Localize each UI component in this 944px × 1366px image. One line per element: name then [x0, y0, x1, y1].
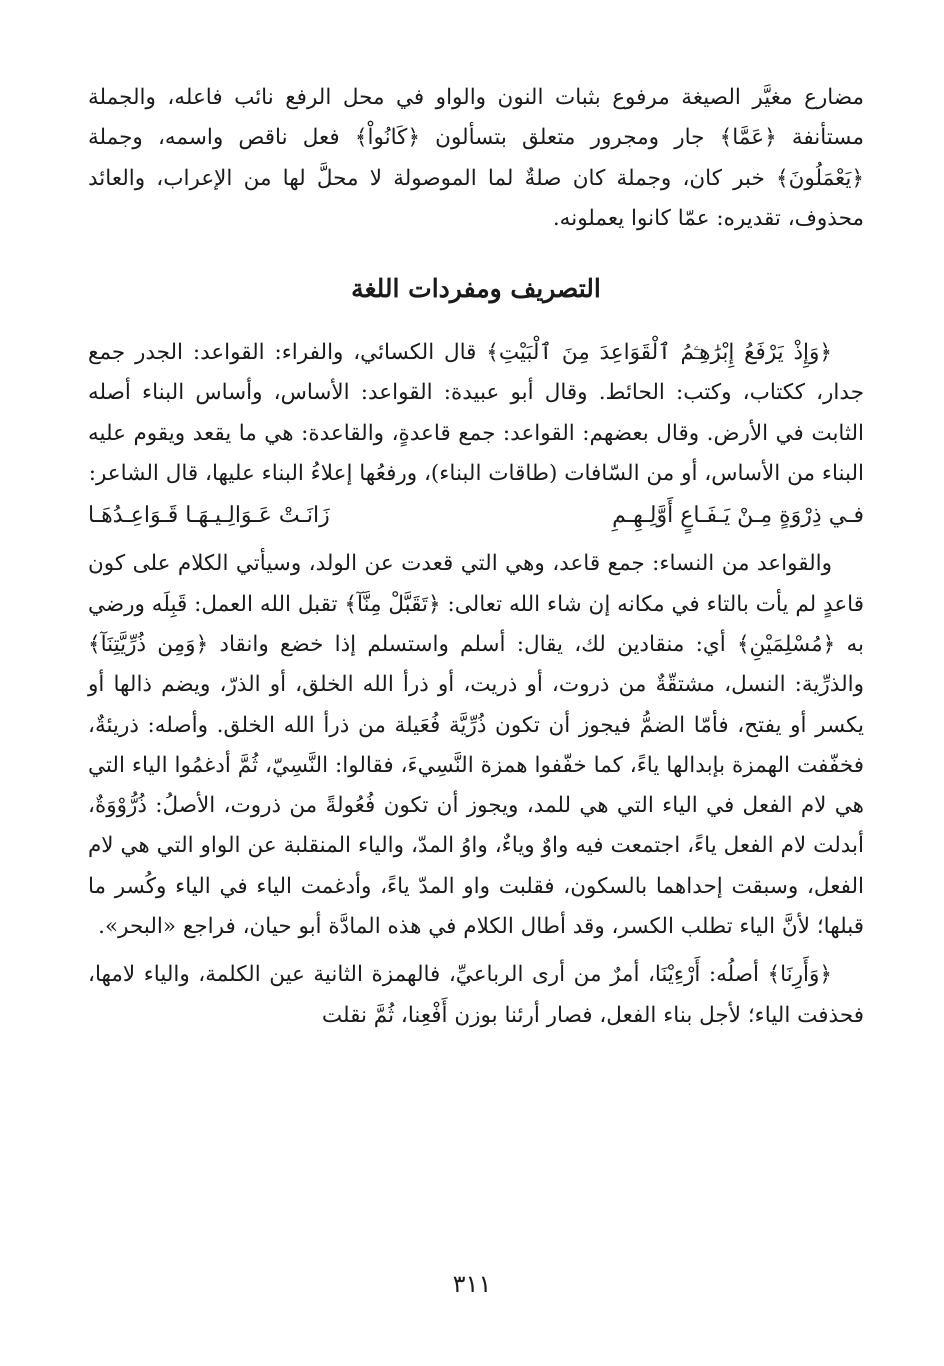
paragraph-gap [88, 947, 864, 955]
paragraph-arina: ﴿وَأَرِنَا﴾ أصلُه: أَرْءِيْنَا، أمرٌ من أرى الرباعيِّ، فالهمزة الثانية عين الكلمة، والياء لامها، فحذفت الياء؛ لأجل بناء الفعل، فصار أرئنا بوزن أَفْعِنا، ثُمَّ نقلت [88, 962, 864, 1028]
intro-paragraph: مضارع مغيَّر الصيغة مرفوع بثبات النون والواو في محل الرفع نائب فاعله، والجملة مستأنفة ﴿عَمَّا﴾ جار ومجرور متعلق بتسألون ﴿كَانُواْ﴾ فعل ناقص واسمه، وجملة ﴿يَعْمَلُونَ﴾ خبر كان، وجملة كان صلةٌ لما الموصولة لا محلَّ لها من الإعراب، والعائد محذوف، تقديره: عمّا كانوا يعملونه. [88, 85, 864, 231]
page-body [88, 78, 864, 1036]
section-heading: التصريف ومفردات اللغة [351, 274, 601, 304]
poetry-verse [88, 494, 864, 538]
page-number: ٣١١ [452, 1270, 492, 1298]
paragraph-dhurriyya: والقواعد من النساء: جمع قاعد، وهي التي قعدت عن الولد، وسيأتي الكلام على كون قاعدٍ لم يأت بالتاء في مكانه إن شاء الله تعالى: ﴿تَقَبَّلْ مِنَّآ﴾ تقبل الله العمل: قَبِلَه ورضي به ﴿مُسْلِمَيْنِ﴾ أي: منقادين لك، يقال: أسلم واستسلم إذا خضع وانقاد ﴿وَمِن ذُرِّيَّتِنَآ﴾ والذرِّية: النسل، مشتقّةٌ من ذروت، أو ذريت، أو ذرأ الله الخلق، أو الذرّ، ويضم ذالها أو يكسر أو يفتح، فأمّا الضمُّ فيجوز أن تكون ذُرِّيَّة فُعَيلة من ذرأ الله الخلق. وأصله: ذريئةٌ، فخفّفت الهمزة بإبدالها ياءً، كما خفّفوا همزة النَّسِيءَ، فقالوا: النَّسِيّ، ثُمَّ أدغمُوا الياء التي هي لام الفعل في الياء التي هي للمد، ويجوز أن تكون فُعُولةً من ذروت، الأصلُ: ذُرُّوْوَةٌ، أبدلت لام الفعل ياءً، اجتمعت فيه واوٌ وياءٌ، واوُ المدّ، والياء المنقلبة عن الواو التي هي لام الفعل، وسبقت إحداهما بالسكون، فقلبت واو المدّ ياءً، وأدغمت الياء في الياء وكُسر ما قبلها؛ لأنَّ الياء تطلب الكسر، وقد أطال الكلام في هذه المادَّة أبو حيان، فراجع «البحر». [88, 551, 864, 940]
paragraph-qawaid: ﴿وَإِذْ يَرْفَعُ إِبْرَٰهِـۧمُ ٱلْقَوَاعِدَ مِنَ ٱلْبَيْتِ﴾ قال الكسائي، والفراء: القواعد: الجدر جمع جدار، ككتاب، وكتب: الحائط. وقال أبو عبيدة: القواعد: الأساس، وأساس البناء أصله الثابت في الأرض. وقال بعضهم: القواعد: جمع قاعدةٍ، والقاعدة: هي ما يقعد ويقوم عليه البناء من الأساس، أو من السّافات (طاقات البناء)، ورفعُها إعلاءُ البناء عليها، قال الشاعر: [88, 340, 864, 487]
verse-first-hemistich: فـي ذِرْوَةٍ مِـنْ يَـفَـاعٍ أَوَّلِـهِـمِ [612, 503, 864, 529]
verse-second-hemistich: زَانَـتْ عَـوَالِـيـهَـا قَـوَاعِـدُهَـا [88, 503, 330, 529]
